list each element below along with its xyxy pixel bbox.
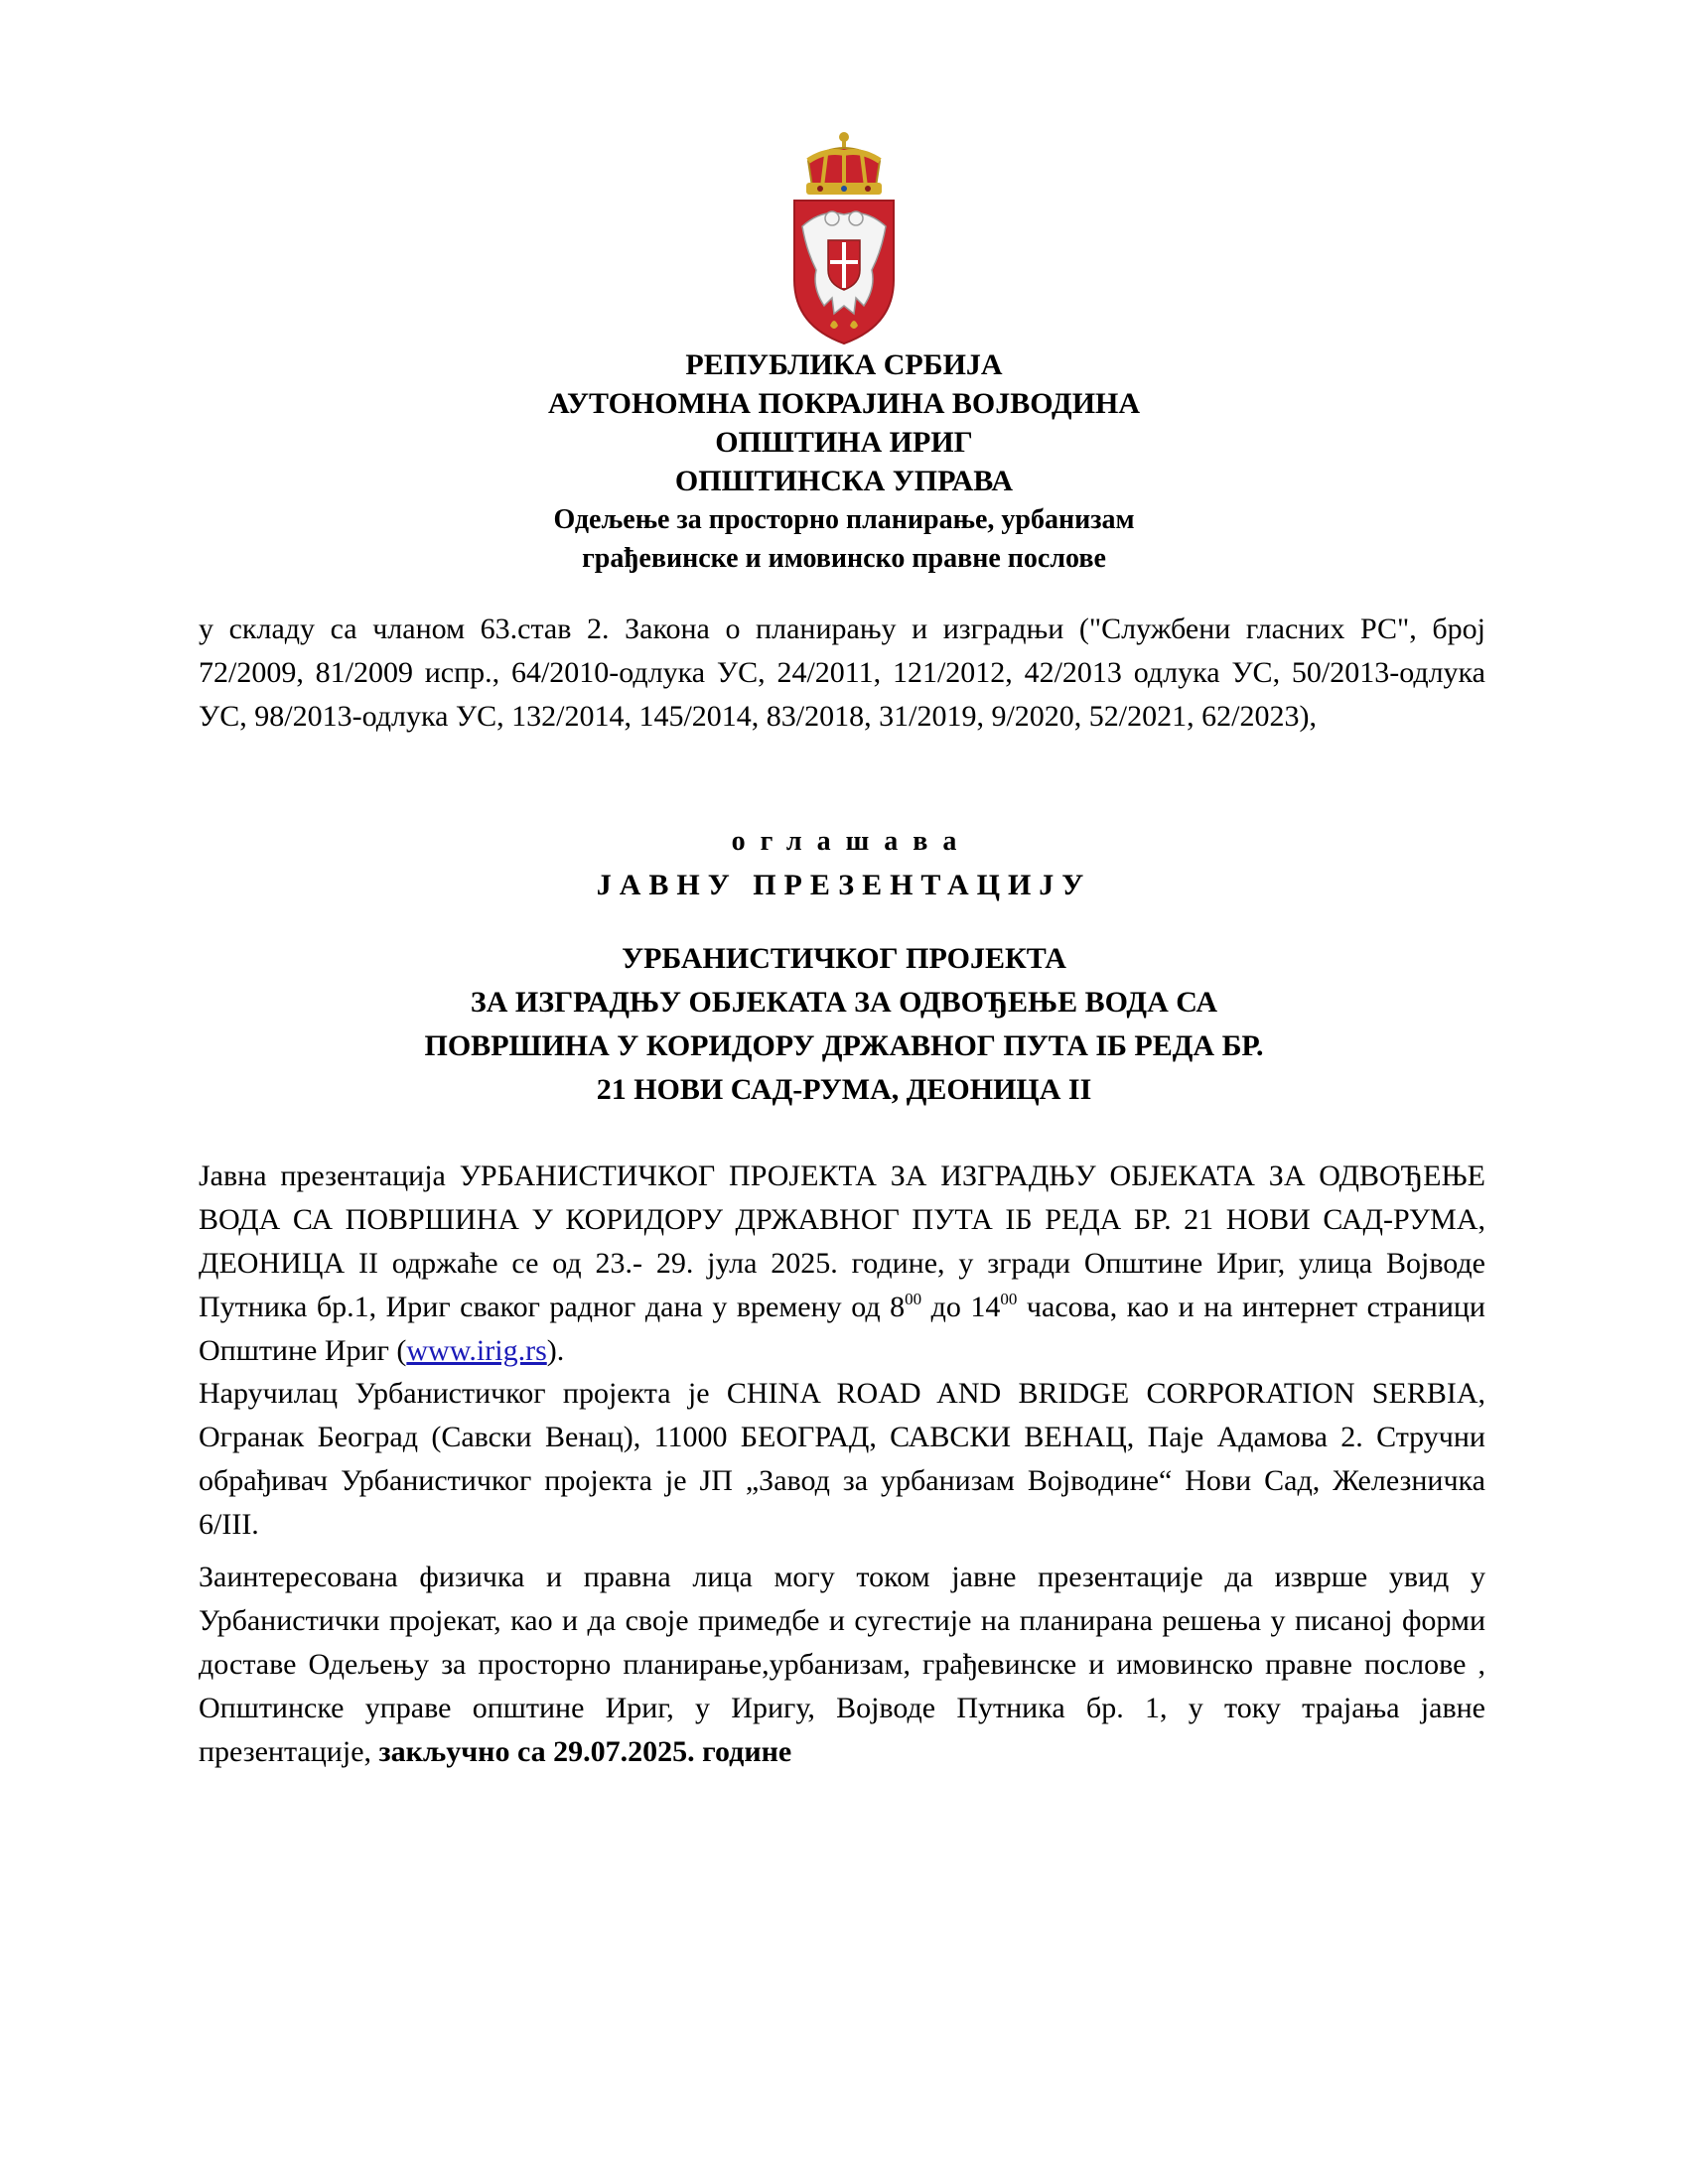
serbian-coat-of-arms-icon [773, 131, 915, 347]
announcement-heading [0, 820, 1688, 907]
objections-paragraph [199, 1556, 1485, 1774]
body1-text-c: часова, као и на интернет страници Општине Ириг ( [199, 1291, 1485, 1367]
subject-line-4: 21 НОВИ САД-РУМА, ДЕОНИЦА II [596, 1073, 1092, 1106]
body1-start-minutes: 00 [905, 1290, 922, 1308]
body1-text-b: до 14 [921, 1291, 1001, 1323]
body1-text-d: ). [546, 1334, 565, 1367]
header-department-line2: грађевинске и имовинско правне послове [582, 543, 1106, 574]
client-paragraph: Наручилац Урбанистичког пројекта је CHINA ROAD AND BRIDGE CORPORATION SERBIA, Огранак Београд (Савски Венац), 11000 БЕОГРАД, САВСКИ ВЕНАЦ, Паје Адамова 2. Стручни обрађивач Урбанистичког пројекта је ЈП „Завод за урбанизам Војводине“ Нови Сад, Железничка 6/III. [199, 1377, 1485, 1541]
body1-end-minutes: 00 [1000, 1290, 1018, 1308]
issuer-header [0, 345, 1688, 578]
subject-title [0, 937, 1688, 1112]
header-province: АУТОНОМНА ПОКРАЈИНА ВОЈВОДИНА [547, 387, 1141, 420]
crown-icon [806, 132, 882, 195]
subject-line-1: УРБАНИСТИЧКОГ ПРОЈЕКТА [622, 942, 1066, 975]
announce-verb: оглашава [731, 826, 972, 857]
body3-text: Заинтересована физичка и правна лица могу током јавне презентације да изврше увид у Урбанистички пројекат, као и да своје примедбе и сугестије на планирана решења у писаној форми доставе Одељењу за просторно планирање,урбанизам, грађевинске и имовинско правне послове , Општинске управе општине Ириг, у Иригу, Војводе Путника бр. 1, у току трајања јавне презентације, [199, 1561, 1485, 1768]
header-department-line1: Одељење за просторно планирање, урбанизам [553, 504, 1135, 535]
header-republic: РЕПУБЛИКА СРБИЈА [685, 348, 1003, 381]
deadline-text: закључно са 29.07.2025. године [378, 1735, 792, 1768]
subject-line-2: ЗА ИЗГРАДЊУ ОБЈЕКАТА ЗА ОДВОЂЕЊЕ ВОДА СА [470, 986, 1218, 1019]
header-municipality: ОПШТИНА ИРИГ [715, 426, 973, 459]
header-administration: ОПШТИНСКА УПРАВА [674, 465, 1014, 497]
subject-line-3: ПОВРШИНА У КОРИДОРУ ДРЖАВНОГ ПУТА IБ РЕДА БР. [424, 1029, 1264, 1062]
announce-noun: ЈАВНУ ПРЕЗЕНТАЦИЈУ [596, 869, 1092, 901]
legal-preamble: у складу са чланом 63.став 2. Закона о планирању и изградњи ("Службени гласних РС", број 72/2009, 81/2009 испр., 64/2010-одлука УС, 24/2011, 121/2012, 42/2013 одлука УС, 50/2013-одлука УС, 98/2013-одлука УС, 132/2014, 145/2014, 83/2018, 31/2019, 9/2020, 52/2021, 62/2023), [199, 613, 1485, 733]
website-link[interactable]: www.irig.rs [406, 1334, 547, 1367]
presentation-details-paragraph [199, 1155, 1485, 1373]
body1-text-a: Јавна презентација УРБАНИСТИЧКОГ ПРОЈЕКТА ЗА ИЗГРАДЊУ ОБЈЕКАТА ЗА ОДВОЂЕЊЕ ВОДА СА ПОВРШИНА У КОРИДОРУ ДРЖАВНОГ ПУТА IБ РЕДА БР. 21 НОВИ САД-РУМА, ДЕОНИЦА II одржаће се од 23.- 29. јула 2025. године, у згради Општине Ириг, улица Војводе Путника бр.1, Ириг сваког радног дана у времену од 8 [199, 1160, 1485, 1323]
